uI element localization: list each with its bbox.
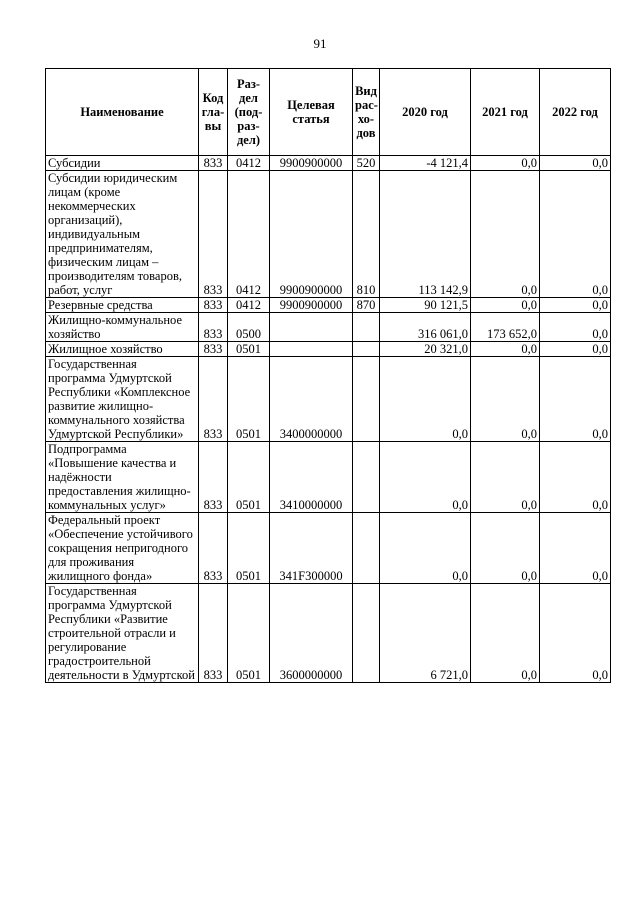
cell-razdel: 0501 (228, 584, 270, 683)
cell-kod: 833 (199, 298, 228, 313)
cell-2022: 0,0 (540, 584, 611, 683)
cell-vid: 520 (353, 156, 380, 171)
table-row (46, 156, 611, 171)
cell-2020: 0,0 (380, 442, 471, 513)
cell-statya: 3400000000 (270, 357, 353, 442)
cell-kod: 833 (199, 342, 228, 357)
cell-razdel: 0501 (228, 342, 270, 357)
cell-kod: 833 (199, 313, 228, 342)
cell-vid (353, 313, 380, 342)
cell-2022: 0,0 (540, 171, 611, 298)
header-2022: 2022 год (540, 69, 611, 156)
table-row (46, 442, 611, 513)
cell-razdel: 0501 (228, 442, 270, 513)
header-statya: Целевая статья (270, 69, 353, 156)
budget-table (45, 68, 611, 683)
cell-2021: 0,0 (471, 171, 540, 298)
cell-razdel: 0500 (228, 313, 270, 342)
cell-statya (270, 313, 353, 342)
cell-vid (353, 442, 380, 513)
table-header-row (46, 69, 611, 156)
cell-2020: 0,0 (380, 357, 471, 442)
cell-2020: 90 121,5 (380, 298, 471, 313)
cell-2020: 20 321,0 (380, 342, 471, 357)
cell-razdel: 0412 (228, 171, 270, 298)
cell-2020: 0,0 (380, 513, 471, 584)
cell-2022: 0,0 (540, 156, 611, 171)
cell-statya: 3410000000 (270, 442, 353, 513)
cell-vid: 810 (353, 171, 380, 298)
cell-kod: 833 (199, 442, 228, 513)
cell-vid (353, 584, 380, 683)
cell-razdel: 0412 (228, 298, 270, 313)
cell-vid (353, 357, 380, 442)
cell-statya: 9900900000 (270, 171, 353, 298)
cell-2022: 0,0 (540, 442, 611, 513)
cell-kod: 833 (199, 171, 228, 298)
cell-statya: 9900900000 (270, 298, 353, 313)
cell-razdel: 0412 (228, 156, 270, 171)
cell-statya (270, 342, 353, 357)
cell-name: Субсидии юридическим лицам (кроме некоммерческих организаций), индивидуальным предпринимателям, физическим лицам – производителям товаров, работ, услуг (46, 171, 199, 298)
cell-2022: 0,0 (540, 513, 611, 584)
cell-name: Государственная программа Удмуртской Республики «Развитие строительной отрасли и регулирование градостроительной деятельности в Удмуртской (46, 584, 199, 683)
cell-kod: 833 (199, 584, 228, 683)
cell-2020: -4 121,4 (380, 156, 471, 171)
cell-2020: 316 061,0 (380, 313, 471, 342)
header-name: Наименование (46, 69, 199, 156)
cell-name: Резервные средства (46, 298, 199, 313)
cell-razdel: 0501 (228, 357, 270, 442)
cell-2021: 0,0 (471, 584, 540, 683)
cell-2022: 0,0 (540, 357, 611, 442)
cell-statya: 3600000000 (270, 584, 353, 683)
cell-statya: 9900900000 (270, 156, 353, 171)
cell-vid (353, 513, 380, 584)
header-2020: 2020 год (380, 69, 471, 156)
table-body (46, 156, 611, 683)
table-row (46, 342, 611, 357)
cell-2021: 0,0 (471, 298, 540, 313)
cell-2021: 0,0 (471, 442, 540, 513)
table-row (46, 313, 611, 342)
cell-razdel: 0501 (228, 513, 270, 584)
header-vid: Вид рас- хо- дов (353, 69, 380, 156)
header-kod: Код гла- вы (199, 69, 228, 156)
cell-2021: 0,0 (471, 357, 540, 442)
cell-2022: 0,0 (540, 342, 611, 357)
page-number: 91 (313, 36, 327, 51)
cell-2022: 0,0 (540, 298, 611, 313)
cell-kod: 833 (199, 513, 228, 584)
cell-2022: 0,0 (540, 313, 611, 342)
cell-name: Жилищное хозяйство (46, 342, 199, 357)
cell-statya: 341F300000 (270, 513, 353, 584)
cell-kod: 833 (199, 156, 228, 171)
cell-2021: 0,0 (471, 156, 540, 171)
cell-name: Жилищно-коммунальное хозяйство (46, 313, 199, 342)
table-row (46, 357, 611, 442)
cell-name: Подпрограмма «Повышение качества и надёжности предоставления жилищно-коммунальных услуг» (46, 442, 199, 513)
table-row (46, 171, 611, 298)
cell-2020: 6 721,0 (380, 584, 471, 683)
cell-vid: 870 (353, 298, 380, 313)
cell-2021: 0,0 (471, 513, 540, 584)
table-row (46, 298, 611, 313)
table-row (46, 584, 611, 683)
cell-vid (353, 342, 380, 357)
cell-kod: 833 (199, 357, 228, 442)
cell-2020: 113 142,9 (380, 171, 471, 298)
cell-2021: 0,0 (471, 342, 540, 357)
cell-name: Субсидии (46, 156, 199, 171)
header-2021: 2021 год (471, 69, 540, 156)
cell-name: Федеральный проект «Обеспечение устойчивого сокращения непригодного для проживания жилищного фонда» (46, 513, 199, 584)
cell-2021: 173 652,0 (471, 313, 540, 342)
header-razdel: Раз- дел (под- раз- дел) (228, 69, 270, 156)
table-row (46, 513, 611, 584)
cell-name: Государственная программа Удмуртской Республики «Комплексное развитие жилищно-коммунального хозяйства Удмуртской Республики» (46, 357, 199, 442)
